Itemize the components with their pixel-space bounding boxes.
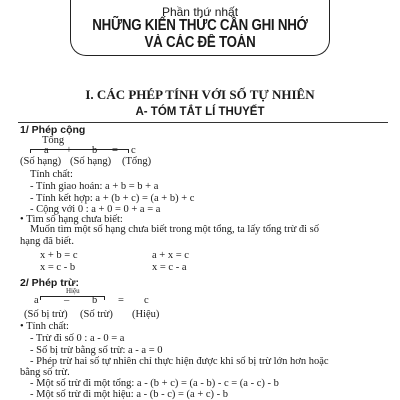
subtraction-a: a (34, 295, 39, 306)
subtraction-c: c (144, 295, 149, 306)
label-term2: (Số hạng) (70, 156, 112, 167)
difference-bracket-right (104, 296, 105, 300)
subtraction-minus: – (64, 295, 70, 306)
subtraction-prop3-line1: - Phép trừ hai số tự nhiên chỉ thực hiện được khi số bị trừ lớn hơn hoặc (30, 356, 329, 367)
label-difference: (Hiệu) (132, 309, 160, 320)
addition-prop3: - Cộng với 0 : a + 0 = 0 + a = a (30, 204, 161, 215)
sum-label: Tổng (42, 135, 65, 146)
label-sum: (Tổng) (122, 156, 152, 167)
main-title-line1: NHỮNG KIẾN THỨC CẦN GHI NHỚ (92, 17, 308, 34)
addition-properties-title: Tính chất: (30, 169, 73, 180)
subtraction-prop5: - Một số trừ đi một hiệu: a - (b - c) = (a + c) - b (30, 389, 229, 400)
equation-4: x = c - a (152, 262, 187, 273)
addition-eq: = (112, 145, 118, 156)
label-term1: (Số hạng) (20, 156, 62, 167)
subtraction-eq: = (118, 295, 124, 306)
subtraction-prop4: - Một số trừ đi một tổng: a - (b + c) = (a - b) - c = (a - c) - b (30, 378, 279, 389)
subtraction-b: b (92, 295, 98, 306)
sum-bracket-right (128, 149, 129, 153)
equation-2: a + x = c (152, 250, 189, 261)
addition-b: b (92, 145, 98, 156)
find-term-text2: hạng đã biết. (20, 236, 74, 247)
section-a-title: A- TÓM TẮT LÍ THUYẾT (135, 106, 265, 118)
chapter-title: I. CÁC PHÉP TÍNH VỚI SỐ TỰ NHIÊN (85, 87, 315, 102)
addition-prop2: - Tính kết hợp: a + (b + c) = (a + b) + c (30, 193, 195, 204)
addition-prop1: - Tính giao hoán: a + b = b + a (30, 181, 159, 192)
subtraction-properties-title: • Tính chất: (20, 321, 69, 332)
equation-1: x + b = c (40, 250, 78, 261)
sum-bracket-left (30, 149, 31, 153)
top-rule (18, 122, 388, 123)
find-term-text1: Muốn tìm một số hạng chưa biết trong một tổng, ta lấy tổng trừ đi số (30, 224, 320, 235)
addition-plus: + (66, 145, 72, 156)
part-label: Phần thứ nhất (161, 5, 239, 19)
difference-label: Hiệu (66, 287, 80, 295)
label-subtrahend: (Số trừ) (80, 309, 113, 320)
difference-bracket-left (40, 296, 41, 300)
addition-c: c (131, 145, 136, 156)
header-box (70, 0, 330, 56)
subtraction-heading: 2/ Phép trừ: (20, 277, 79, 289)
equation-3: x = c - b (40, 262, 76, 273)
addition-a: a (44, 145, 49, 156)
subtraction-prop3-line2: bằng số trừ. (20, 367, 70, 378)
main-title-line2: VÀ CÁC ĐỀ TOÁN (144, 34, 256, 51)
addition-heading: 1/ Phép cộng (20, 124, 86, 136)
label-minuend: (Số bị trừ) (24, 309, 68, 320)
subtraction-prop1: - Trừ đi số 0 : a - 0 = a (30, 333, 125, 344)
subtraction-prop2: - Số bị trừ bằng số trừ: a - a = 0 (30, 345, 163, 356)
find-term-title: • Tìm số hạng chưa biết: (20, 214, 123, 225)
